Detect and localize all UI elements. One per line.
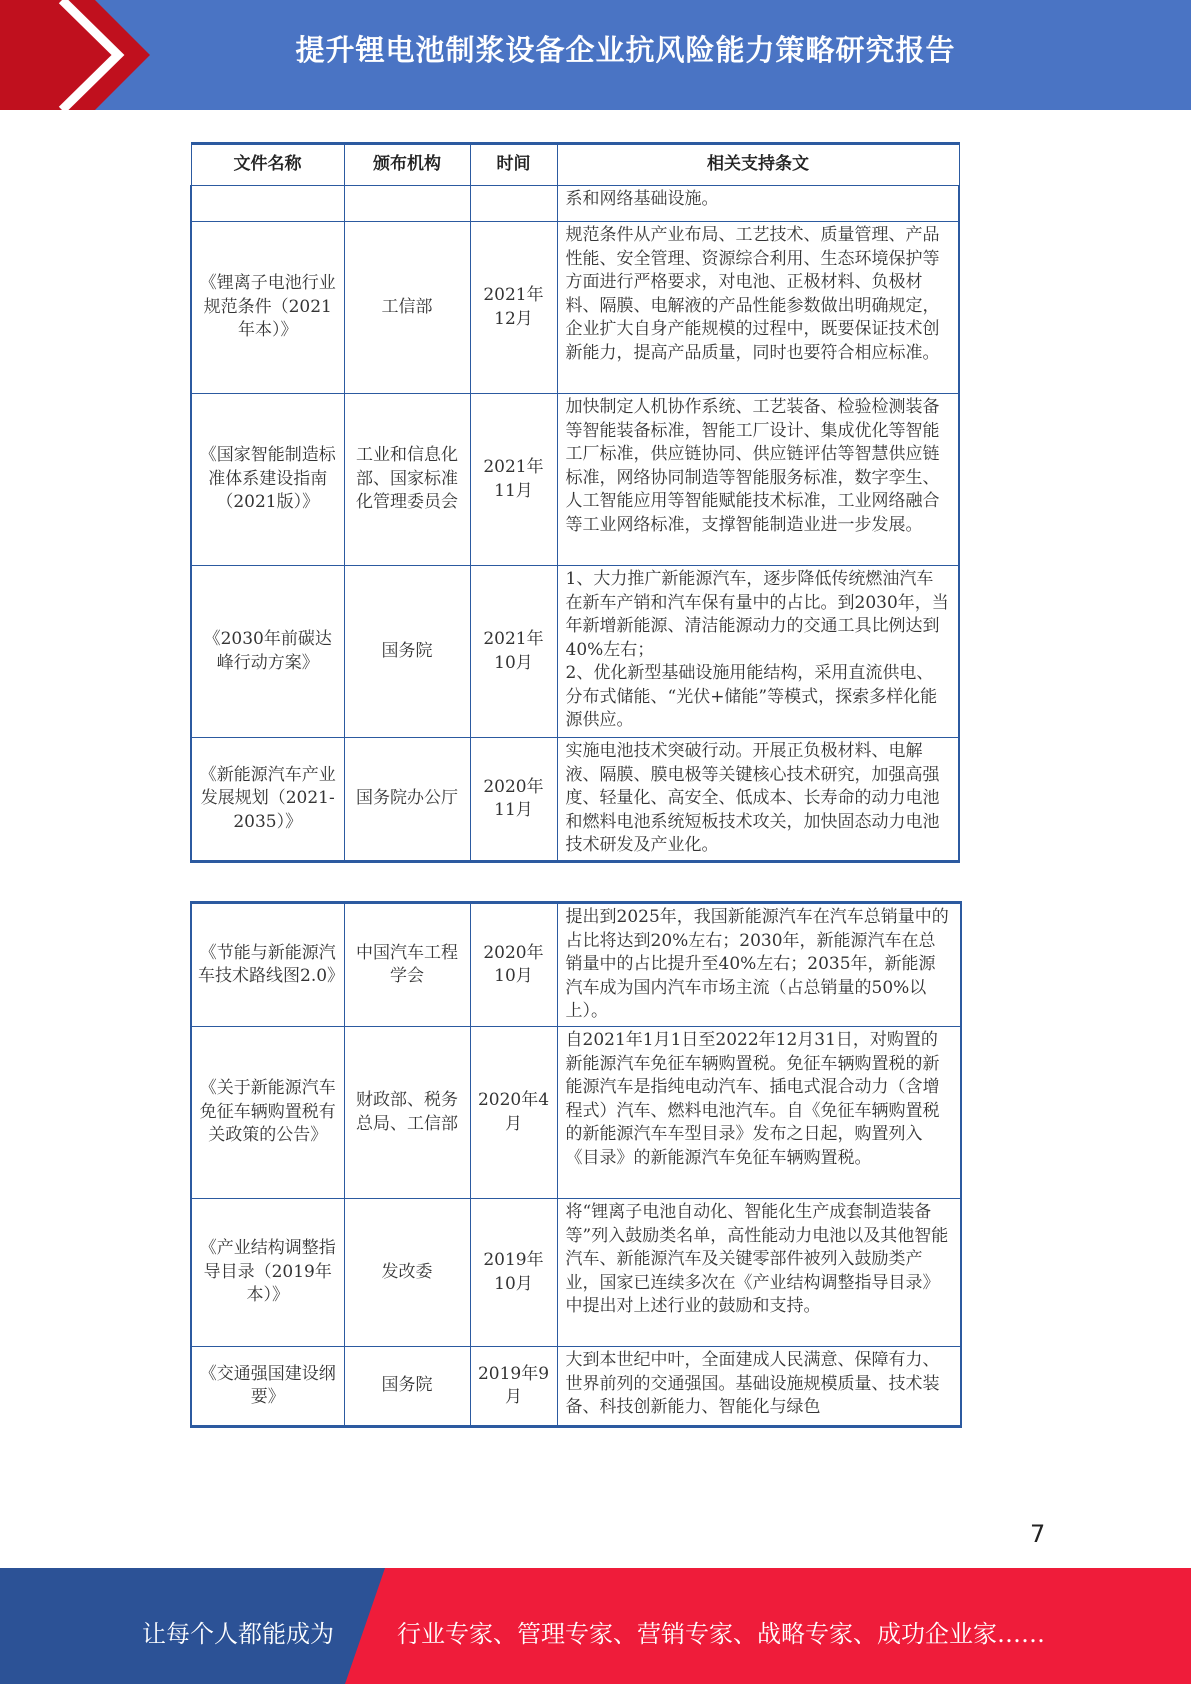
cell-date: 2019年9月	[470, 1347, 557, 1427]
cell-issuer	[344, 186, 470, 222]
cell-provisions: 1、大力推广新能源汽车，逐步降低传统燃油汽车在新车产销和汽车保有量中的占比。到2030年，当年新增新能源、清洁能源动力的交通工具比例达到40%左右； 2、优化新型基础设施用能结构，采用直流供电、分布式储能、“光伏+储能”等模式，探索多样化能源供应。	[557, 566, 959, 738]
table-row	[191, 1027, 961, 1199]
cell-file-name: 《关于新能源汽车免征车辆购置税有关政策的公告》	[191, 1027, 344, 1199]
header-red-chevron-icon	[0, 0, 150, 110]
cell-provisions: 加快制定人机协作系统、工艺装备、检验检测装备等智能装备标准，智能工厂设计、集成优化等智能工厂标准，供应链协同、供应链评估等智慧供应链标准，网络协同制造等智能服务标准，数字孪生、人工智能应用等智能赋能技术标准，工业网络融合等工业网络标准，支撑智能制造业进一步发展。	[557, 394, 959, 566]
policy-table-part2	[190, 901, 962, 1428]
cell-provisions: 提出到2025年，我国新能源汽车在汽车总销量中的占比将达到20%左右；2030年，新能源汽车在总销量中的占比提升至40%左右；2035年，新能源汽车成为国内汽车市场主流（占总销量的50%以上）。	[557, 903, 961, 1027]
page-footer	[0, 1568, 1191, 1684]
table-row	[191, 394, 959, 566]
table-row	[191, 903, 961, 1027]
cell-file-name: 《2030年前碳达峰行动方案》	[191, 566, 344, 738]
footer-slogan-left: 让每个人都能成为	[142, 1620, 334, 1648]
cell-provisions: 大到本世纪中叶，全面建成人民满意、保障有力、世界前列的交通强国。基础设施规模质量、技术装备、科技创新能力、智能化与绿色	[557, 1347, 961, 1427]
page-header	[0, 0, 1191, 110]
cell-file-name: 《交通强国建设纲要》	[191, 1347, 344, 1427]
cell-issuer: 工信部	[344, 222, 470, 394]
cell-date	[470, 186, 557, 222]
cell-date: 2020年4月	[470, 1027, 557, 1199]
cell-date: 2019年10月	[470, 1199, 557, 1347]
cell-provisions: 自2021年1月1日至2022年12月31日，对购置的新能源汽车免征车辆购置税。免征车辆购置税的新能源汽车是指纯电动汽车、插电式混合动力（含增程式）汽车、燃料电池汽车。自《免征车辆购置税的新能源汽车车型目录》发布之日起，购置列入《目录》的新能源汽车免征车辆购置税。	[557, 1027, 961, 1199]
cell-file-name: 《节能与新能源汽车技术路线图2.0》	[191, 903, 344, 1027]
header-issuer: 颁布机构	[344, 144, 470, 186]
header-date: 时间	[470, 144, 557, 186]
cell-issuer: 国务院办公厅	[344, 738, 470, 862]
cell-issuer: 国务院	[344, 1347, 470, 1427]
policy-table-part1	[190, 142, 960, 863]
cell-date: 2020年10月	[470, 903, 557, 1027]
header-provisions: 相关支持条文	[557, 144, 959, 186]
table-row	[191, 1199, 961, 1347]
cell-date: 2021年10月	[470, 566, 557, 738]
table-row	[191, 222, 959, 394]
table-row	[191, 186, 959, 222]
table-row	[191, 738, 959, 862]
cell-provisions: 系和网络基础设施。	[557, 186, 959, 222]
table-row	[191, 566, 959, 738]
cell-issuer: 中国汽车工程学会	[344, 903, 470, 1027]
cell-file-name: 《产业结构调整指导目录（2019年本）》	[191, 1199, 344, 1347]
cell-file-name: 《锂离子电池行业规范条件（2021年本）》	[191, 222, 344, 394]
cell-provisions: 实施电池技术突破行动。开展正负极材料、电解液、隔膜、膜电极等关键核心技术研究，加强高强度、轻量化、高安全、低成本、长寿命的动力电池和燃料电池系统短板技术攻关，加快固态动力电池技术研发及产业化。	[557, 738, 959, 862]
cell-issuer: 发改委	[344, 1199, 470, 1347]
cell-date: 2021年11月	[470, 394, 557, 566]
cell-issuer: 财政部、税务总局、工信部	[344, 1027, 470, 1199]
report-title: 提升锂电池制浆设备企业抗风险能力策略研究报告	[295, 33, 956, 67]
cell-date: 2021年12月	[470, 222, 557, 394]
cell-provisions: 将“锂离子电池自动化、智能化生产成套制造装备等”列入鼓励类名单，高性能动力电池以及其他智能汽车、新能源汽车及关键零部件被列入鼓励类产业，国家已连续多次在《产业结构调整指导目录》中提出对上述行业的鼓励和支持。	[557, 1199, 961, 1347]
cell-file-name: 《国家智能制造标准体系建设指南（2021版）》	[191, 394, 344, 566]
cell-date: 2020年11月	[470, 738, 557, 862]
page-number: 7	[1030, 1520, 1046, 1548]
cell-file-name	[191, 186, 344, 222]
cell-issuer: 工业和信息化部、国家标准化管理委员会	[344, 394, 470, 566]
cell-issuer: 国务院	[344, 566, 470, 738]
header-file-name: 文件名称	[191, 144, 344, 186]
table-row	[191, 1347, 961, 1427]
cell-file-name: 《新能源汽车产业发展规划（2021-2035）》	[191, 738, 344, 862]
table-header-row	[191, 144, 959, 186]
footer-slogan-right: 行业专家、管理专家、营销专家、战略专家、成功企业家……	[397, 1620, 1045, 1648]
cell-provisions: 规范条件从产业布局、工艺技术、质量管理、产品性能、安全管理、资源综合利用、生态环境保护等方面进行严格要求，对电池、正极材料、负极材料、隔膜、电解液的产品性能参数做出明确规定，企业扩大自身产能规模的过程中，既要保证技术创新能力，提高产品质量，同时也要符合相应标准。	[557, 222, 959, 394]
